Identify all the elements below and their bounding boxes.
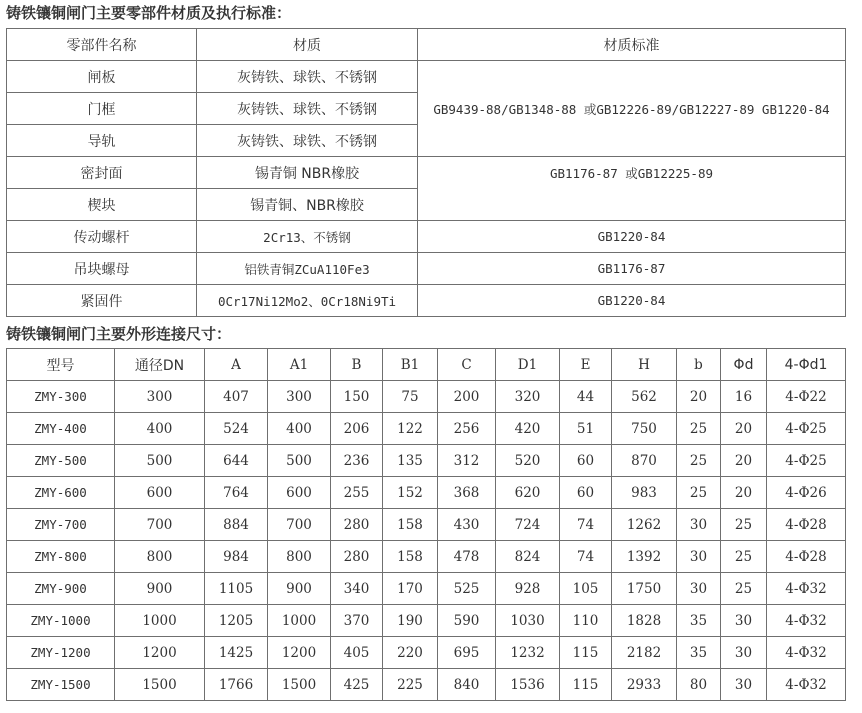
part-standard: GB9439-88/GB1348-88 或GB12226-89/GB12227-89 GB1220-84 bbox=[418, 61, 846, 157]
dim-h: 1828 bbox=[612, 605, 677, 637]
nominal-diameter: 800 bbox=[115, 541, 205, 573]
header-c: C bbox=[438, 349, 496, 381]
dim-a1: 700 bbox=[268, 509, 331, 541]
model: ZMY-1000 bbox=[7, 605, 115, 637]
dimensions-table bbox=[6, 348, 846, 701]
model: ZMY-500 bbox=[7, 445, 115, 477]
dim-phi-d: 30 bbox=[721, 669, 767, 701]
table-row bbox=[7, 61, 846, 93]
part-material: 灰铸铁、球铁、不锈钢 bbox=[197, 93, 418, 125]
dim-c: 312 bbox=[438, 445, 496, 477]
dim-phi-d: 30 bbox=[721, 637, 767, 669]
dim-b: 405 bbox=[331, 637, 383, 669]
part-material: 0Cr17Ni12Mo2、0Cr18Ni9Ti bbox=[197, 285, 418, 317]
dim-c: 368 bbox=[438, 477, 496, 509]
dim-4-phi-d1: 4-Φ25 bbox=[767, 445, 846, 477]
part-name: 吊块螺母 bbox=[7, 253, 197, 285]
dim-a1: 500 bbox=[268, 445, 331, 477]
dim-b-small: 80 bbox=[677, 669, 721, 701]
model: ZMY-800 bbox=[7, 541, 115, 573]
dim-c: 840 bbox=[438, 669, 496, 701]
model: ZMY-600 bbox=[7, 477, 115, 509]
header-dn: 通径DN bbox=[115, 349, 205, 381]
part-name: 紧固件 bbox=[7, 285, 197, 317]
dim-b: 370 bbox=[331, 605, 383, 637]
nominal-diameter: 1200 bbox=[115, 637, 205, 669]
dim-h: 2933 bbox=[612, 669, 677, 701]
dim-c: 525 bbox=[438, 573, 496, 605]
model: ZMY-1500 bbox=[7, 669, 115, 701]
dim-4-phi-d1: 4-Φ32 bbox=[767, 669, 846, 701]
dim-c: 256 bbox=[438, 413, 496, 445]
dim-a1: 1200 bbox=[268, 637, 331, 669]
nominal-diameter: 600 bbox=[115, 477, 205, 509]
nominal-diameter: 900 bbox=[115, 573, 205, 605]
dim-4-phi-d1: 4-Φ22 bbox=[767, 381, 846, 413]
dim-phi-d: 20 bbox=[721, 413, 767, 445]
part-material: 2Cr13、不锈钢 bbox=[197, 221, 418, 253]
dim-b1: 122 bbox=[383, 413, 438, 445]
part-standard: GB1220-84 bbox=[418, 285, 846, 317]
materials-header-row bbox=[7, 29, 846, 61]
dim-b1: 75 bbox=[383, 381, 438, 413]
dim-h: 750 bbox=[612, 413, 677, 445]
table-row bbox=[7, 285, 846, 317]
dim-d1: 1536 bbox=[496, 669, 560, 701]
table-row bbox=[7, 509, 846, 541]
dim-d1: 824 bbox=[496, 541, 560, 573]
dim-b1: 220 bbox=[383, 637, 438, 669]
dim-b1: 158 bbox=[383, 541, 438, 573]
dim-a1: 600 bbox=[268, 477, 331, 509]
dim-b1: 158 bbox=[383, 509, 438, 541]
dim-b1: 152 bbox=[383, 477, 438, 509]
dim-b: 280 bbox=[331, 541, 383, 573]
part-name: 楔块 bbox=[7, 189, 197, 221]
dim-b1: 135 bbox=[383, 445, 438, 477]
dim-b: 236 bbox=[331, 445, 383, 477]
dim-b1: 225 bbox=[383, 669, 438, 701]
part-material: 铝铁青铜ZCuA110Fe3 bbox=[197, 253, 418, 285]
dim-a: 984 bbox=[205, 541, 268, 573]
dim-e: 74 bbox=[560, 541, 612, 573]
dim-b1: 170 bbox=[383, 573, 438, 605]
dim-4-phi-d1: 4-Φ32 bbox=[767, 573, 846, 605]
dimensions-header-row bbox=[7, 349, 846, 381]
dim-b-small: 35 bbox=[677, 605, 721, 637]
dim-c: 478 bbox=[438, 541, 496, 573]
table-row bbox=[7, 669, 846, 701]
nominal-diameter: 1500 bbox=[115, 669, 205, 701]
dim-d1: 420 bbox=[496, 413, 560, 445]
header-e: E bbox=[560, 349, 612, 381]
dim-h: 870 bbox=[612, 445, 677, 477]
dim-e: 60 bbox=[560, 477, 612, 509]
dim-b: 340 bbox=[331, 573, 383, 605]
part-name: 密封面 bbox=[7, 157, 197, 189]
dim-e: 115 bbox=[560, 637, 612, 669]
dim-phi-d: 25 bbox=[721, 509, 767, 541]
dim-d1: 620 bbox=[496, 477, 560, 509]
nominal-diameter: 700 bbox=[115, 509, 205, 541]
part-standard: GB1176-87 bbox=[418, 253, 846, 285]
dim-b: 206 bbox=[331, 413, 383, 445]
dim-e: 115 bbox=[560, 669, 612, 701]
dim-c: 695 bbox=[438, 637, 496, 669]
dim-b-small: 30 bbox=[677, 541, 721, 573]
dim-e: 110 bbox=[560, 605, 612, 637]
dim-a: 1425 bbox=[205, 637, 268, 669]
part-material: 灰铸铁、球铁、不锈钢 bbox=[197, 125, 418, 157]
dim-e: 44 bbox=[560, 381, 612, 413]
table-row bbox=[7, 605, 846, 637]
materials-section-title: 铸铁镶铜闸门主要零部件材质及执行标准： bbox=[6, 4, 292, 22]
dim-4-phi-d1: 4-Φ28 bbox=[767, 509, 846, 541]
dim-d1: 520 bbox=[496, 445, 560, 477]
table-row bbox=[7, 637, 846, 669]
nominal-diameter: 300 bbox=[115, 381, 205, 413]
nominal-diameter: 500 bbox=[115, 445, 205, 477]
dim-a: 1105 bbox=[205, 573, 268, 605]
dim-b-small: 30 bbox=[677, 509, 721, 541]
dim-a: 1766 bbox=[205, 669, 268, 701]
header-b1: B1 bbox=[383, 349, 438, 381]
table-row bbox=[7, 157, 846, 189]
dim-h: 1262 bbox=[612, 509, 677, 541]
dim-4-phi-d1: 4-Φ28 bbox=[767, 541, 846, 573]
dim-a: 407 bbox=[205, 381, 268, 413]
materials-table bbox=[6, 28, 846, 317]
nominal-diameter: 400 bbox=[115, 413, 205, 445]
table-row bbox=[7, 573, 846, 605]
part-material: 锡青铜 NBR橡胶 bbox=[197, 157, 418, 189]
dim-c: 590 bbox=[438, 605, 496, 637]
dim-a: 644 bbox=[205, 445, 268, 477]
dim-phi-d: 20 bbox=[721, 477, 767, 509]
dim-e: 51 bbox=[560, 413, 612, 445]
model: ZMY-400 bbox=[7, 413, 115, 445]
dim-e: 74 bbox=[560, 509, 612, 541]
dim-a: 884 bbox=[205, 509, 268, 541]
dim-e: 105 bbox=[560, 573, 612, 605]
dim-phi-d: 16 bbox=[721, 381, 767, 413]
header-material: 材质 bbox=[197, 29, 418, 61]
part-material: 灰铸铁、球铁、不锈钢 bbox=[197, 61, 418, 93]
dim-d1: 928 bbox=[496, 573, 560, 605]
dim-phi-d: 20 bbox=[721, 445, 767, 477]
nominal-diameter: 1000 bbox=[115, 605, 205, 637]
dim-h: 2182 bbox=[612, 637, 677, 669]
dim-b1: 190 bbox=[383, 605, 438, 637]
dim-a: 524 bbox=[205, 413, 268, 445]
dim-4-phi-d1: 4-Φ32 bbox=[767, 637, 846, 669]
dim-a1: 400 bbox=[268, 413, 331, 445]
model: ZMY-900 bbox=[7, 573, 115, 605]
dim-4-phi-d1: 4-Φ32 bbox=[767, 605, 846, 637]
table-row bbox=[7, 477, 846, 509]
dim-a1: 1500 bbox=[268, 669, 331, 701]
dim-e: 60 bbox=[560, 445, 612, 477]
dim-phi-d: 25 bbox=[721, 541, 767, 573]
dim-b: 150 bbox=[331, 381, 383, 413]
dim-a: 764 bbox=[205, 477, 268, 509]
dim-a1: 1000 bbox=[268, 605, 331, 637]
dim-a: 1205 bbox=[205, 605, 268, 637]
header-a: A bbox=[205, 349, 268, 381]
header-b-small: b bbox=[677, 349, 721, 381]
header-model: 型号 bbox=[7, 349, 115, 381]
table-row bbox=[7, 381, 846, 413]
model: ZMY-700 bbox=[7, 509, 115, 541]
dim-d1: 1030 bbox=[496, 605, 560, 637]
dim-h: 562 bbox=[612, 381, 677, 413]
dim-4-phi-d1: 4-Φ26 bbox=[767, 477, 846, 509]
dim-b-small: 35 bbox=[677, 637, 721, 669]
dim-h: 1750 bbox=[612, 573, 677, 605]
dim-b: 425 bbox=[331, 669, 383, 701]
header-standard: 材质标准 bbox=[418, 29, 846, 61]
part-standard: GB1176-87 或GB12225-89 bbox=[418, 157, 846, 221]
part-name: 闸板 bbox=[7, 61, 197, 93]
part-name: 传动螺杆 bbox=[7, 221, 197, 253]
header-4-phi-d1: 4-Φd1 bbox=[767, 349, 846, 381]
dim-b-small: 25 bbox=[677, 477, 721, 509]
dim-h: 1392 bbox=[612, 541, 677, 573]
header-phi-d: Φd bbox=[721, 349, 767, 381]
part-name: 导轨 bbox=[7, 125, 197, 157]
model: ZMY-300 bbox=[7, 381, 115, 413]
header-a1: A1 bbox=[268, 349, 331, 381]
dim-b-small: 25 bbox=[677, 445, 721, 477]
table-row bbox=[7, 413, 846, 445]
dim-phi-d: 25 bbox=[721, 573, 767, 605]
dim-b-small: 30 bbox=[677, 573, 721, 605]
dim-h: 983 bbox=[612, 477, 677, 509]
dim-d1: 724 bbox=[496, 509, 560, 541]
dim-phi-d: 30 bbox=[721, 605, 767, 637]
part-material: 锡青铜、NBR橡胶 bbox=[197, 189, 418, 221]
part-name: 门框 bbox=[7, 93, 197, 125]
dim-4-phi-d1: 4-Φ25 bbox=[767, 413, 846, 445]
header-part-name: 零部件名称 bbox=[7, 29, 197, 61]
header-d1: D1 bbox=[496, 349, 560, 381]
dim-b: 280 bbox=[331, 509, 383, 541]
table-row bbox=[7, 253, 846, 285]
dim-c: 200 bbox=[438, 381, 496, 413]
dim-a1: 800 bbox=[268, 541, 331, 573]
table-row bbox=[7, 445, 846, 477]
dim-a1: 300 bbox=[268, 381, 331, 413]
table-row bbox=[7, 221, 846, 253]
dim-d1: 1232 bbox=[496, 637, 560, 669]
header-h: H bbox=[612, 349, 677, 381]
dim-d1: 320 bbox=[496, 381, 560, 413]
dim-c: 430 bbox=[438, 509, 496, 541]
table-row bbox=[7, 541, 846, 573]
dim-b-small: 20 bbox=[677, 381, 721, 413]
dim-a1: 900 bbox=[268, 573, 331, 605]
dim-b: 255 bbox=[331, 477, 383, 509]
model: ZMY-1200 bbox=[7, 637, 115, 669]
header-b: B bbox=[331, 349, 383, 381]
dim-b-small: 25 bbox=[677, 413, 721, 445]
part-standard: GB1220-84 bbox=[418, 221, 846, 253]
dimensions-section-title: 铸铁镶铜闸门主要外形连接尺寸： bbox=[6, 325, 232, 343]
